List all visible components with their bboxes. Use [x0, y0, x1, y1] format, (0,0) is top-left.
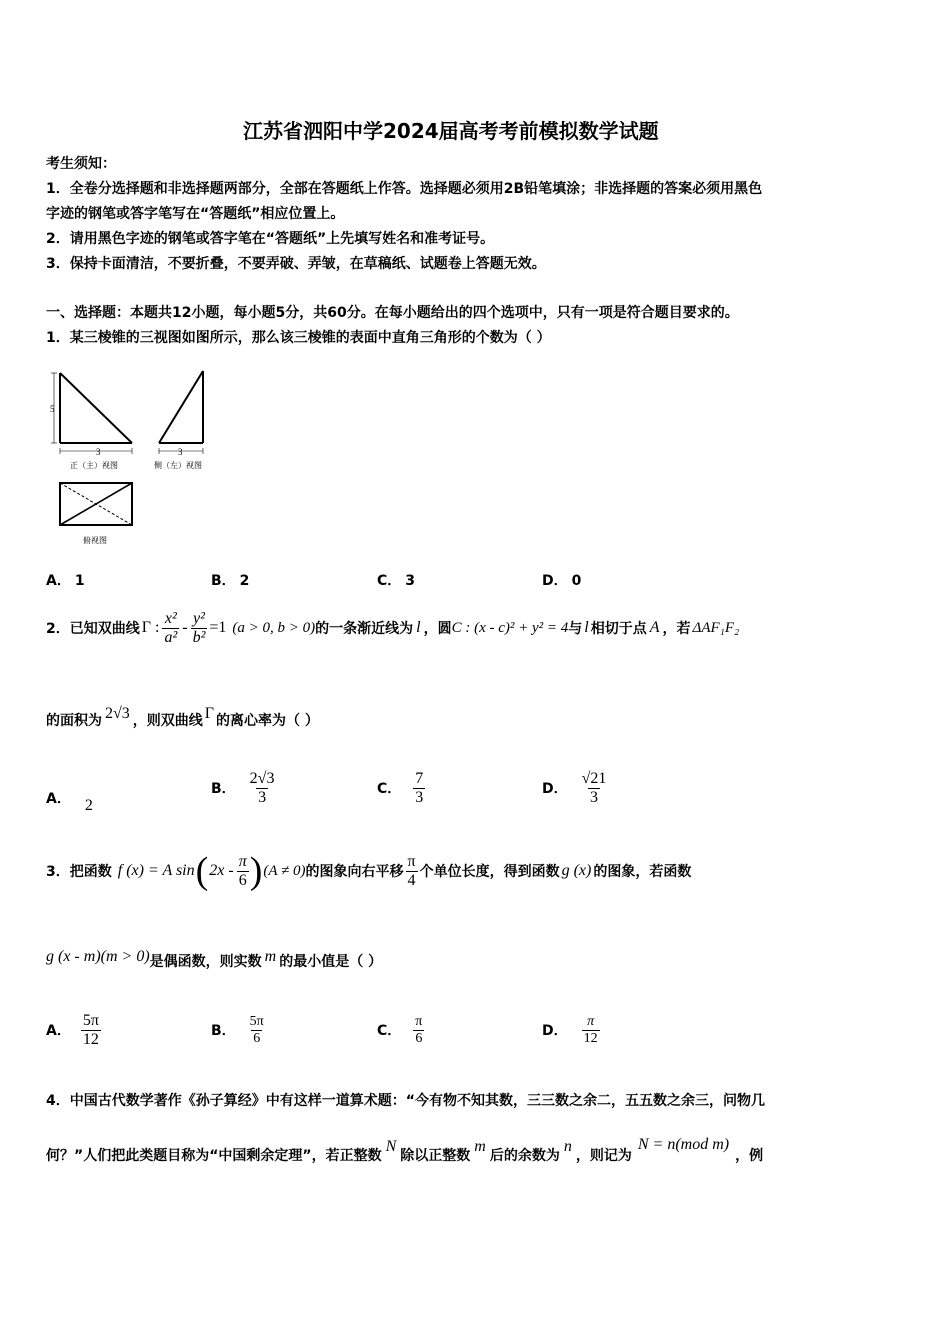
notice-heading: 考生须知：	[46, 156, 116, 172]
q3-shift: $\frac{\pi}{4}$	[407, 852, 416, 889]
q2-x-frac: $\frac{\text{x²}}{\text{a²}}$	[164, 609, 178, 646]
q3-pi-over-6: $\frac{\pi}{6}$	[238, 852, 247, 889]
q2-condition: (a > 0, b > 0)	[232, 619, 316, 636]
top-view-caption: 俯视图	[83, 536, 107, 545]
front-width-label: 3	[96, 447, 101, 457]
q1-option-a[interactable]: A． 1	[46, 573, 85, 589]
q1-option-d[interactable]: D． 0	[542, 573, 582, 589]
q2-y-frac: $\frac{\text{y²}}{\text{b²}}$	[192, 609, 206, 646]
side-width-label: 3	[178, 447, 183, 457]
notice-line-3: 3．保持卡面清洁，不要折叠，不要弄破、弄皱，在草稿纸、试题卷上答题无效。	[46, 256, 546, 272]
q3-even-function: g (x - m)(m > 0)	[46, 948, 150, 965]
side-view	[159, 371, 203, 454]
q2-intro: 2．已知双曲线	[46, 621, 140, 637]
section-heading: 一、选择题：本题共12小题，每小题5分，共60分。在每小题给出的四个选项中，只有一项是符合题目要求的。	[46, 305, 739, 321]
notice-line-1b: 字迹的钢笔或答字笔写在“答题纸”相应位置上。	[46, 206, 345, 222]
page-title: 江苏省泗阳中学2024届高考考前模拟数学试题	[243, 119, 659, 143]
q4-line-2: 何？”人们把此类题目称为“中国剩余定理”，若正整数 N 除以正整数 m 后的余数为 n ，则记为 N = n(mod m) ，例	[46, 1136, 764, 1164]
q2-option-c[interactable]: C． $\frac{7}{3}$	[377, 769, 424, 806]
notice-line-2: 2．请用黑色字迹的钢笔或答字笔在“答题纸”上先填写姓名和准考证号。	[46, 231, 495, 247]
q1-option-c[interactable]: C． 3	[377, 573, 416, 589]
front-height-label: 5	[50, 404, 55, 414]
q3-line-2: g (x - m)(m > 0) 是偶函数，则实数 m 的最小值是（ ）	[46, 948, 383, 970]
q2-circle-eq: C : (x - c)² + y² = 4	[451, 619, 569, 636]
three-view-figure	[40, 365, 220, 555]
top-view	[60, 483, 132, 525]
q2-line-1: 2．已知双曲线 Γ : $\frac{\text{x²}}{\text{a²}}$ - $\frac{\text{y²}}{\text{b²}}$ =1 (a > 0, b > 0) 的一条渐近线为 l ，圆 C : (x - c)² + y² = 4 与 l 相切于点 A ，若 ΔAF₁F₂	[46, 609, 740, 646]
front-view	[51, 373, 132, 454]
q3-option-d[interactable]: D． $\frac{\pi}{12}$	[542, 1013, 598, 1046]
q2-triangle: ΔAF₁F₂	[692, 619, 740, 636]
q3-option-a[interactable]: A． $\frac{5\pi}{12}$	[46, 1011, 99, 1048]
q4-mod-expression: N = n(mod m)	[637, 1136, 730, 1153]
q3-option-b[interactable]: B． $\frac{5\pi}{6}$	[211, 1013, 264, 1046]
q3-function: f (x) = A sin	[117, 862, 195, 879]
q2-option-a[interactable]: A． 2	[46, 791, 93, 814]
front-view-caption: 正（主）视图	[70, 461, 118, 470]
notice-line-1a: 1．全卷分选择题和非选择题两部分，全部在答题纸上作答。选择题必须用2B铅笔填涂；非选择题的答案必须用黑色	[46, 181, 763, 197]
q2-option-b[interactable]: B． $\frac{2√3}{3}$	[211, 769, 275, 806]
q2-gamma: Γ :	[141, 619, 160, 636]
q3-option-c[interactable]: C． $\frac{\pi}{6}$	[377, 1013, 423, 1046]
q2-area-value: 2√3	[105, 705, 130, 722]
q1-text: 1．某三棱锥的三视图如图所示，那么该三棱锥的表面中直角三角形的个数为（ ）	[46, 330, 551, 346]
q4-line-1: 4．中国古代数学著作《孙子算经》中有这样一道算术题：“今有物不知其数，三三数之余二，五五数之余三，问物几	[46, 1093, 765, 1109]
q3-line-1: 3．把函数 f (x) = A sin ( 2x - $\frac{\pi}{6}$ ) (A ≠ 0) 的图象向右平移 $\frac{\pi}{4}$ 个单位长度，得到函数 g (x) 的图象，若函数	[46, 850, 692, 892]
q2-option-d[interactable]: D． $\frac{√21}{3}$	[542, 769, 607, 806]
q2-line-2: 的面积为 2√3 ，则双曲线 Γ 的离心率为（ ）	[46, 705, 319, 729]
side-view-caption: 侧（左）视图	[154, 461, 202, 470]
q1-option-b[interactable]: B． 2	[211, 573, 250, 589]
